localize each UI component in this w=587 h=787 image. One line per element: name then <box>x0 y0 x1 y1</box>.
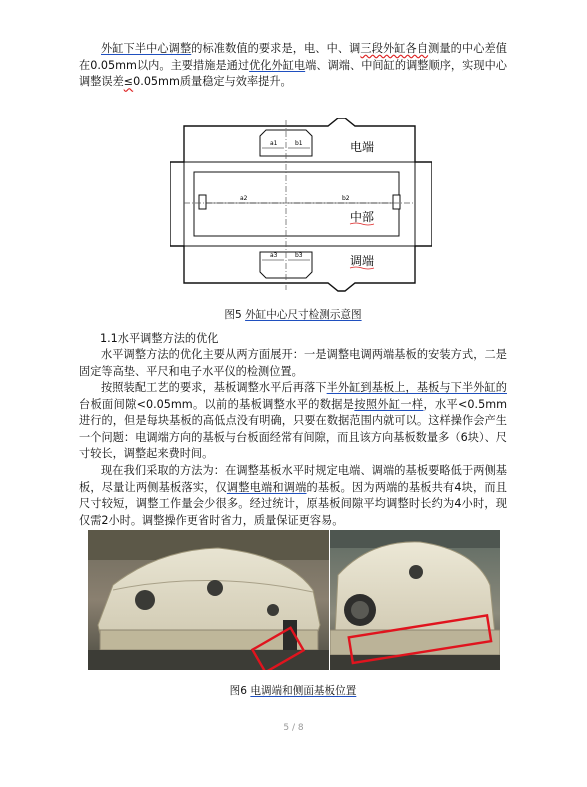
dim-label-a3: a3 <box>270 252 278 259</box>
text-run: 的标准数值的要求是，电、中、调 <box>191 42 361 55</box>
text-run: 按照外缸一样 <box>354 397 424 411</box>
body-paragraph: 水平调整方法的优化主要从两方面展开：一是调整电调两端基板的安装方式，二是固定等高垫、平尺和电子水平仪的检测位置。 <box>79 348 507 378</box>
dim-label-b3: b3 <box>295 252 303 259</box>
body-paragraph <box>79 463 507 529</box>
text-run: 外缸下半中心调整 <box>101 42 192 55</box>
dim-label-b1: b1 <box>295 140 303 147</box>
text-run: ≤ <box>123 75 134 89</box>
body-paragraph <box>79 380 507 463</box>
text-run: 现在我们采取的方法为：在调整基板水平时规定电端、调端的基板要略低于两侧基板，尽量让两侧基板落实，仅 <box>79 464 507 494</box>
text-run: 调整电端和调端 <box>226 480 307 494</box>
figure5-caption <box>79 307 507 322</box>
dim-label-a1: a1 <box>270 140 278 147</box>
label-regulating-end: 调端 <box>350 254 375 268</box>
text-run: 按照装配工艺的要求，基板调整水平后再落下 <box>101 381 327 394</box>
caption-text: 外缸中心尺寸检测示意图 <box>245 309 362 321</box>
dim-label-a2: a2 <box>240 195 248 202</box>
text-run: 三段外缸各自 <box>360 42 429 55</box>
intro-paragraph <box>79 41 507 91</box>
caption-prefix: 图5 <box>224 309 246 321</box>
text-run: ，水平<0.5mm进行的，但是每块基板的高低点没有明确，只要在数据范围内就可以。这样操作会产生一个问题：电调端方向的基板与台板面经常有间隙，而且该方向基板数量多（6块）、尺寸较长，调整起来费时间。 <box>79 397 507 461</box>
text-run: 台板面间隙<0.05mm。以前的基板调整水平的数据是 <box>79 397 355 411</box>
figure6-caption <box>79 683 507 698</box>
page-number: 5 / 8 <box>283 723 304 733</box>
text-run: 测量的中心差值在0.05mm以内。主要措施是通过 <box>79 42 507 72</box>
caption-prefix: 图6 <box>229 685 251 697</box>
label-electric-end: 电端 <box>350 140 375 154</box>
figure6-photo-left <box>88 530 329 670</box>
label-middle: 中部 <box>350 210 375 224</box>
text-run: 0.05mm质量稳定与效率提升。 <box>133 75 292 89</box>
section-heading: 1.1水平调整方法的优化 <box>100 332 219 345</box>
dim-label-b2: b2 <box>342 195 350 202</box>
figure6-photo-right <box>330 530 500 670</box>
figure5-diagram <box>170 118 432 294</box>
caption-text: 电调端和侧面基板位置 <box>250 685 357 697</box>
text-run: 的基板。因为两端的基板共有4块，而且尺寸较短，调整工作量会少很多。经过统计，原基板间隙平均调整时长约为4小时，现仅需2小时。调整操作更省时省力，质量保证更容易。 <box>79 480 507 527</box>
text-run: 半外缸到基板上，基板与下半外缸的 <box>326 381 507 394</box>
text-run: 优化外缸电 <box>249 58 306 72</box>
text-run: 端、调端、中间缸的调整顺序，实现中心调整误差 <box>79 58 507 89</box>
